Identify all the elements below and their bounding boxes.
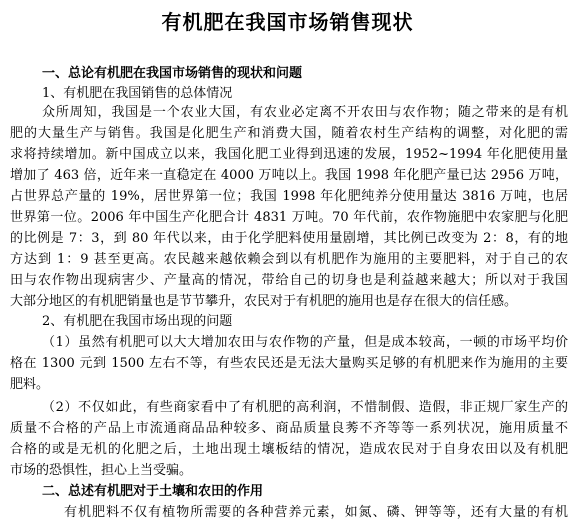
paragraph-line: 大部分地区的有机肥销量也是节节攀升，农民对于有机肥的施用也是存在很大的信任感。 [10, 294, 518, 309]
paragraph-line: 合格的或是无机的化肥之后，土地出现土壤板结的情况，造成农民对于自身农田以及有机肥 [10, 442, 568, 457]
paragraph-line: 田与农作物出现病害少、产量高的情况，带给自己的切身也是利益越来越大；所以对于我国 [10, 273, 568, 288]
section-heading-2: 二、总述有机肥对于土壤和农田的作用 [42, 484, 264, 499]
paragraph-line: 市场的恐惧性，担心上当受骗。 [10, 463, 193, 478]
section-heading-1: 一、总论有机肥在我国市场销售的现状和问题 [42, 66, 303, 81]
paragraph-line: 方达到 1：9 甚至更高。农民越来越依赖会到以有机肥作为施用的主要肥料，对于自己的农 [10, 252, 568, 267]
paragraph-line: 肥料。 [10, 377, 50, 392]
paragraph-line: 增加了 463 倍，近年来一直稳定在 4000 万吨以上。我国 1998 年化肥产量已达 2956 万吨， [10, 168, 568, 183]
subsection-heading-2: 2、有机肥在我国市场出现的问题 [42, 314, 233, 329]
paragraph-line: （1）虽然有机肥可以大大增加农田与农作物的产量，但是成本较高，一顿的市场平均价 [42, 335, 568, 350]
paragraph-line: 有机肥料不仅有植物所需要的各种营养元素，如氮、磷、钾等等，还有大量的有机 [64, 505, 568, 520]
paragraph-line: 世界第一位。2006 年中国生产化肥合计 4831 万吨。70 年代前，农作物施肥中农家肥与化肥 [10, 210, 568, 225]
subsection-heading-1: 1、有机肥在我国销售的总体情况 [42, 86, 233, 101]
paragraph-line: 占世界总产量的 19%，居世界第一位；我国 1998 年化肥纯养分使用量达 3816 万吨，也居 [10, 189, 568, 204]
document-title: 有机肥在我国市场销售现状 [161, 10, 414, 34]
paragraph-line: 格在 1300 元到 1500 左右不等，有些农民还是无法大量购买足够的有机肥来作为施用的主要 [10, 356, 568, 371]
paragraph-line: （2）不仅如此，有些商家看中了有机肥的高利润，不惜制假、造假，非正规厂家生产的 [42, 400, 568, 415]
paragraph-line: 众所周知，我国是一个农业大国，有农业必定离不开农田与农作物；随之带来的是有机 [42, 105, 568, 120]
paragraph-line: 质量不合格的产品上市流通商品品种较多、商品质量良莠不齐等等一系列状况，施用质量不 [10, 421, 568, 436]
paragraph-line: 的比例是 7：3，到 80 年代以来，由于化学肥料使用量剧增，其比例已改变为 2：8，有的地 [10, 231, 568, 246]
paragraph-line: 肥的大量生产与销售。我国是化肥生产和消费大国，随着农村生产结构的调整，对化肥的需 [10, 126, 568, 141]
paragraph-line: 求将持续增加。新中国成立以来，我国化肥工业得到迅速的发展，1952~1994 年化肥使用量 [10, 147, 568, 162]
